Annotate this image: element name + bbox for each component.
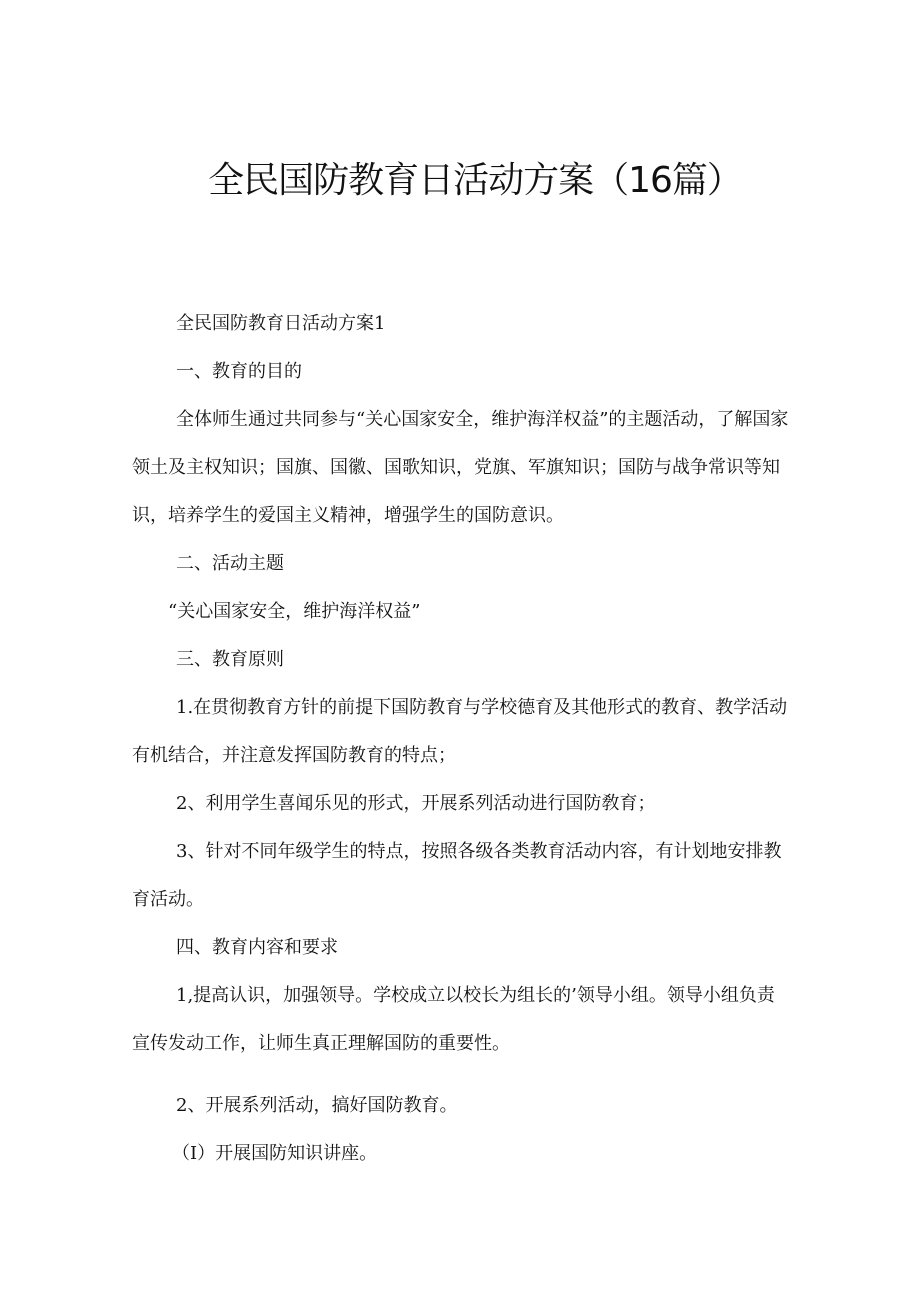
theme-text: “关心国家安全，维护海洋权益” bbox=[168, 601, 421, 622]
section-heading: 全民国防教育日活动方案1 bbox=[176, 313, 386, 334]
heading-purpose: 一、教育的目的 bbox=[176, 361, 302, 382]
document-body bbox=[132, 300, 792, 1178]
heading-requirements: 四、教育内容和要求 bbox=[176, 937, 338, 958]
heading-principles: 三、教育原则 bbox=[176, 649, 284, 670]
heading-theme: 二、活动主题 bbox=[176, 553, 284, 574]
requirement-2: 2、开展系列活动，搞好国防教育。 bbox=[176, 1095, 458, 1116]
principle-1: 1.在贯彻教育方针的前提下国防教育与学校德育及其他形式的教育、教学活动有机结合，并注意发挥国防教育的特点； bbox=[132, 697, 788, 766]
principle-2: 2、利用学生喜闻乐见的形式，开展系列活动进行国防敎育； bbox=[176, 793, 656, 814]
paragraph-purpose: 全体师生通过共同参与“关心国家安全，维护海洋权益”的主题活动，了解国家领土及主权知识；国旗、国徽、国歌知识，党旗、军旗知识；国防与战争常识等知识，培养学生的爱国主义精神，增强学生的国防意识。 bbox=[132, 409, 789, 526]
principle-3: 3、针对不同年级学生的特点，按照各级各类教育活动内容，有计划地安排教育活动。 bbox=[132, 841, 782, 910]
document-title: 全民国防教育日活动方案（16篇） bbox=[208, 160, 742, 201]
requirement-1: 1,提高认识，加强领导。学校成立以校长为组长的’领导小组。领导小组负责宣传发动工作，让师生真正理解国防的重要性。 bbox=[132, 985, 775, 1054]
requirement-2-1: （I）开展国防知识讲座。 bbox=[172, 1143, 378, 1164]
